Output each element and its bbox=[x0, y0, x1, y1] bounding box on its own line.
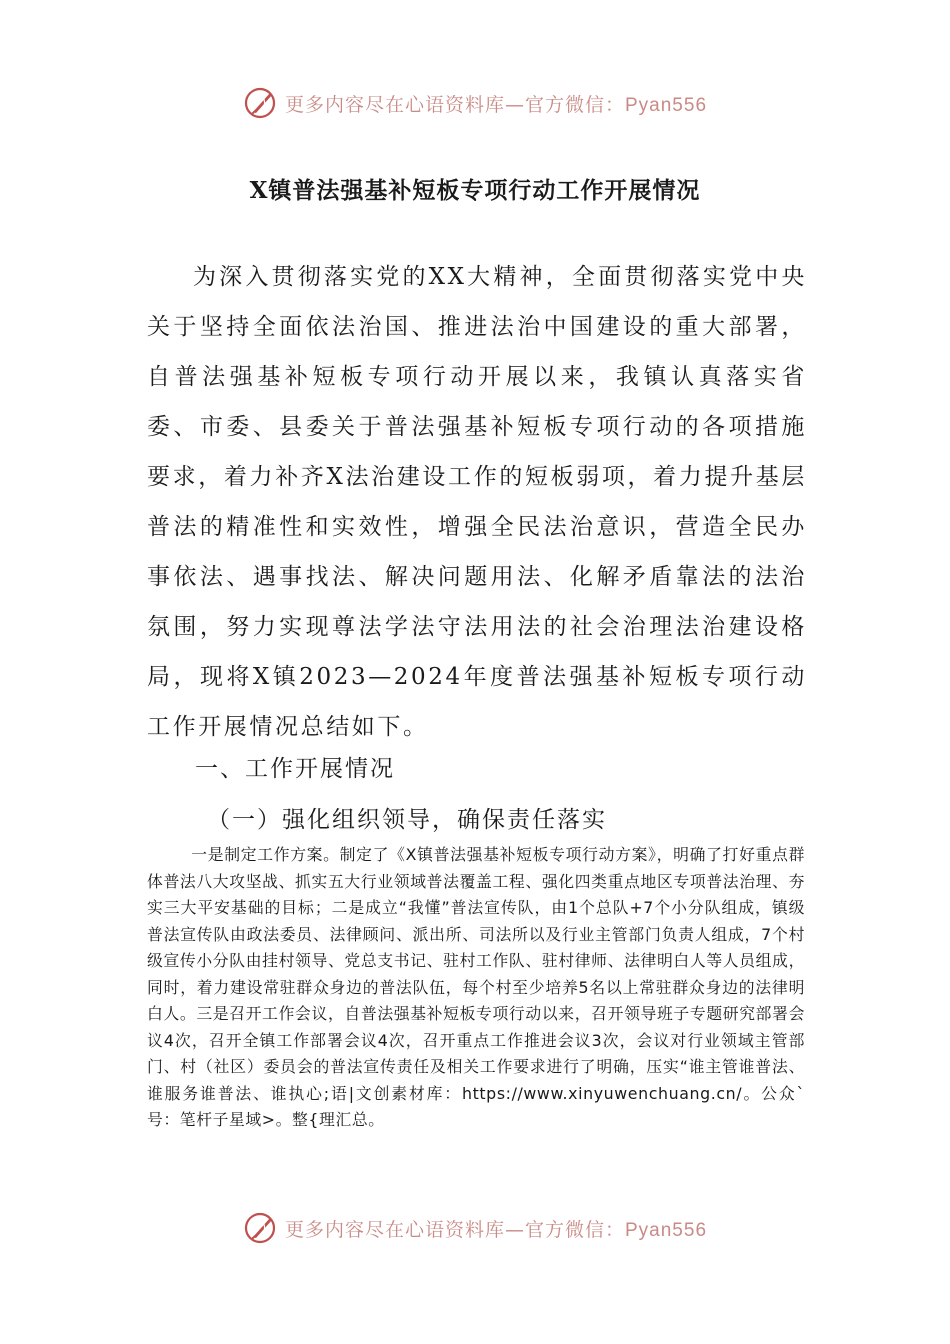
document-title: X镇普法强基补短板专项行动工作开展情况 bbox=[249, 177, 701, 204]
quill-pen-logo-icon bbox=[243, 1210, 279, 1246]
wechat-id: Pyan556 bbox=[625, 1219, 708, 1241]
watermark-text: 更多内容尽在心语资料库—官方微信：Pyan556 bbox=[284, 93, 708, 116]
watermark-banner-bottom bbox=[0, 1203, 950, 1253]
intro-paragraph-block bbox=[147, 252, 807, 752]
subsection-body-paragraph: 一是制定工作方案。制定了《X镇普法强基补短板专项行动方案》，明确了打好重点群体普法八大攻坚战、抓实五大行业领域普法覆盖工程、强化四类重点地区专项普法治理、夯实三大平安基础的目标；二是成立“我懂”普法宣传队，由1个总队+7个小分队组成，镇级普法宣传队由政法委员、法律顾问、派出所、司法所以及行业主管部门负责人组成，7个村级宣传小分队由挂村领导、党总支书记、驻村工作队、驻村律师、法律明白人等人员组成，同时，着力建设常驻群众身边的普法队伍，每个村至少培养5名以上常驻群众身边的法律明白人。三是召开工作会议，自普法强基补短板专项行动以来，召开领导班子专题研究部署会议4次，召开全镇工作部署会议4次，召开重点工作推进会议3次，会议对行业领域主管部门、村（社区）委员会的普法宣传责任及相关工作要求进行了明确，压实“谁主管谁普法、谁服务谁普法、谁执心;语|文创素材库：https://www.xinyuwenchuang.cn/。公众`号：笔杆子星域>。整{理汇总。 bbox=[147, 845, 805, 1129]
intro-paragraph: 为深入贯彻落实党的XX大精神，全面贯彻落实党中央关于坚持全面依法治国、推进法治中国建设的重大部署，自普法强基补短板专项行动开展以来，我镇认真落实省委、市委、县委关于普法强基补短板专项行动的各项措施要求，着力补齐X法治建设工作的短板弱项，着力提升基层普法的精准性和实效性，增强全民法治意识，营造全民办事依法、遇事找法、解决问题用法、化解矛盾靠法的法治氛围，努力实现尊法学法守法用法的社会治理法治建设格局，现将X镇2023—2024年度普法强基补短板专项行动工作开展情况总结如下。 bbox=[147, 264, 807, 740]
watermark-text: 更多内容尽在心语资料库—官方微信：Pyan556 bbox=[284, 1218, 708, 1241]
quill-pen-logo-icon bbox=[243, 85, 279, 121]
section-heading-1: 一、工作开展情况 bbox=[195, 756, 395, 782]
subsection-heading-1-1: （一）强化组织领导，确保责任落实 bbox=[207, 807, 607, 833]
wechat-id: Pyan556 bbox=[625, 94, 708, 116]
watermark-banner-top bbox=[0, 78, 950, 128]
subsection-body-block bbox=[147, 842, 805, 1134]
